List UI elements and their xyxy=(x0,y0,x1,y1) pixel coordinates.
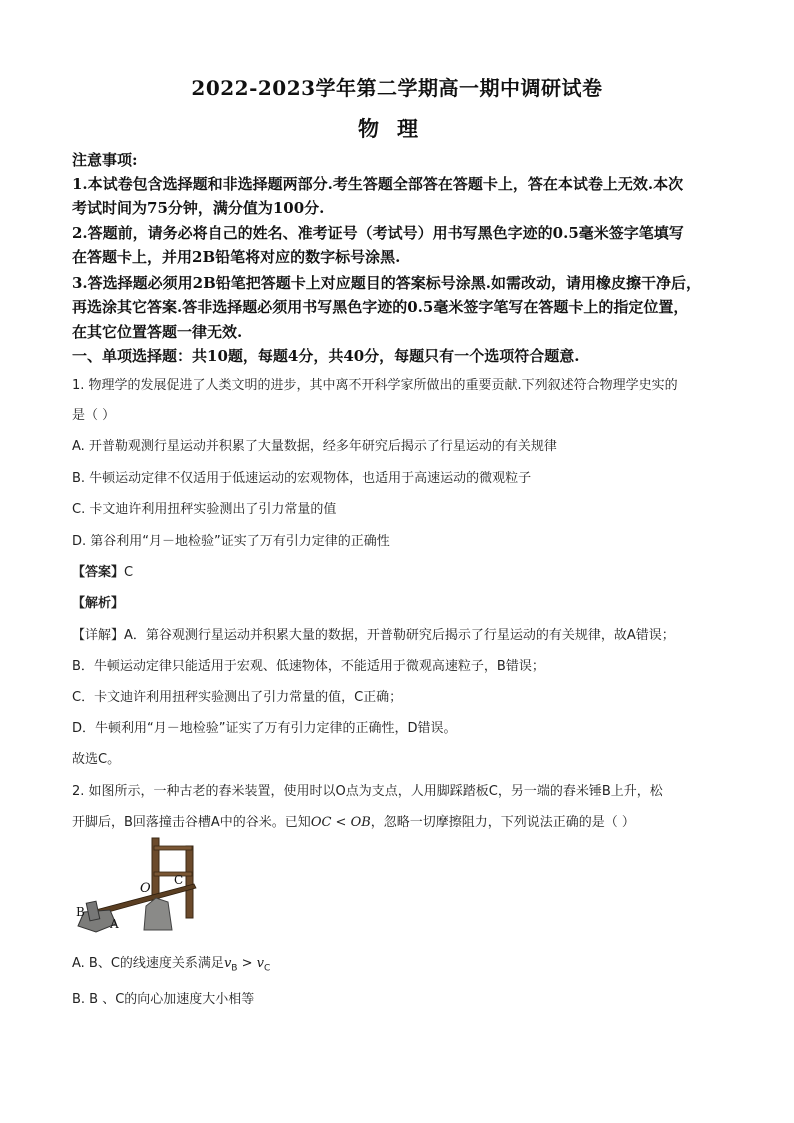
q1-option-a: A. 开普勒观测行星运动并积累了大量数据，经多年研究后揭示了行星运动的有关规律 xyxy=(72,439,557,454)
q1-detail-d: D．牛顿利用“月－地检验”证实了万有引力定律的正确性，D错误。 xyxy=(72,721,457,736)
label-o: O xyxy=(140,881,151,896)
top-bar xyxy=(154,846,192,850)
middle-bar xyxy=(154,872,192,876)
rice-pounder-figure xyxy=(74,832,214,936)
q1-conclusion: 故选C。 xyxy=(72,752,121,767)
label-b: B xyxy=(76,905,85,919)
answer-value: C xyxy=(124,565,134,580)
notice-item-1b: 考试时间为75分钟，满分值为100分. xyxy=(72,199,325,217)
analysis-label: 【解析】 xyxy=(72,596,125,611)
q2-stem-b1: 开脚后，B回落撞击谷槽A中的谷米。已知 xyxy=(72,815,311,830)
notice-item-1a: 1.本试卷包含选择题和非选择题两部分.考生答题全部答在答题卡上，答在本试卷上无效.本次 xyxy=(72,175,684,193)
sub-b: B xyxy=(231,963,238,974)
q2-stem-a: 2. 如图所示，一种古老的舂米装置，使用时以O点为支点，人用脚踩踏板C，另一端的舂米锤B上升，松 xyxy=(72,784,663,799)
v-symbol-2: v xyxy=(256,956,265,971)
q2-option-a-text: A. B、C的线速度关系满足 xyxy=(72,956,224,971)
q1-answer xyxy=(72,561,732,580)
notice-heading: 注意事项: xyxy=(72,151,138,169)
q1-detail-c: C．卡文迪许利用扭秤实验测出了引力常量的值，C正确； xyxy=(72,690,403,705)
notice-item-2a: 2.答题前，请务必将自己的姓名、准考证号（考试号）用书写黑色字迹的0.5毫米签字笔填写 xyxy=(72,224,684,242)
notice-item-3c: 在其它位置答题一律无效. xyxy=(72,323,243,341)
q2-stem-b xyxy=(72,811,732,830)
q1-stem-b: 是（ ） xyxy=(72,408,116,423)
q1-option-d: D. 第谷利用“月－地检验”证实了万有引力定律的正确性 xyxy=(72,534,390,549)
sub-c: C xyxy=(264,963,271,974)
answer-label: 【答案】 xyxy=(72,565,125,580)
q2-option-a xyxy=(72,952,732,974)
fulcrum-stone xyxy=(144,898,172,930)
v-symbol-1: v xyxy=(223,956,232,971)
q2-stem-b2: ，忽略一切摩擦阻力，下列说法正确的是（ ） xyxy=(370,815,635,830)
greater-than: > xyxy=(237,956,257,971)
exam-title: 2022-2023学年第二学期高一期中调研试卷 xyxy=(191,76,603,100)
label-c: C xyxy=(174,873,184,887)
q1-stem-a: 1. 物理学的发展促进了人类文明的进步，其中离不开科学家所做出的重要贡献.下列叙述符合物理学史实的 xyxy=(72,378,678,393)
q1-option-c: C. 卡文迪许利用扭秤实验测出了引力常量的值 xyxy=(72,502,337,517)
q1-detail-b: B．牛顿运动定律只能适用于宏观、低速物体，不能适用于微观高速粒子，B错误； xyxy=(72,659,545,674)
q2-inequality: OC < OB xyxy=(310,815,371,830)
subject-title: 物理 xyxy=(358,116,436,141)
notice-item-3b: 再选涂其它答案.答非选择题必须用书写黑色字迹的0.5毫米签字笔写在答题卡上的指定位置， xyxy=(72,298,689,316)
q1-detail-a: 【详解】A．第谷观测行星运动并积累大量的数据，开普勒研究后揭示了行星运动的有关规律，故A错误； xyxy=(72,628,675,643)
notice-item-2b: 在答题卡上，并用2B铅笔将对应的数字标号涂黑. xyxy=(72,248,401,266)
q1-option-b: B. 牛顿运动定律不仅适用于低速运动的宏观物体，也适用于高速运动的微观粒子 xyxy=(72,471,532,486)
label-a: A xyxy=(110,917,119,931)
notice-item-3a: 3.答选择题必须用2B铅笔把答题卡上对应题目的答案标号涂黑.如需改动，请用橡皮擦干净后， xyxy=(72,274,702,292)
right-post xyxy=(186,846,193,918)
section-heading: 一、单项选择题：共10题，每题4分，共40分，每题只有一个选项符合题意. xyxy=(72,347,580,365)
q2-option-b: B. B 、C的向心加速度大小相等 xyxy=(72,992,255,1007)
